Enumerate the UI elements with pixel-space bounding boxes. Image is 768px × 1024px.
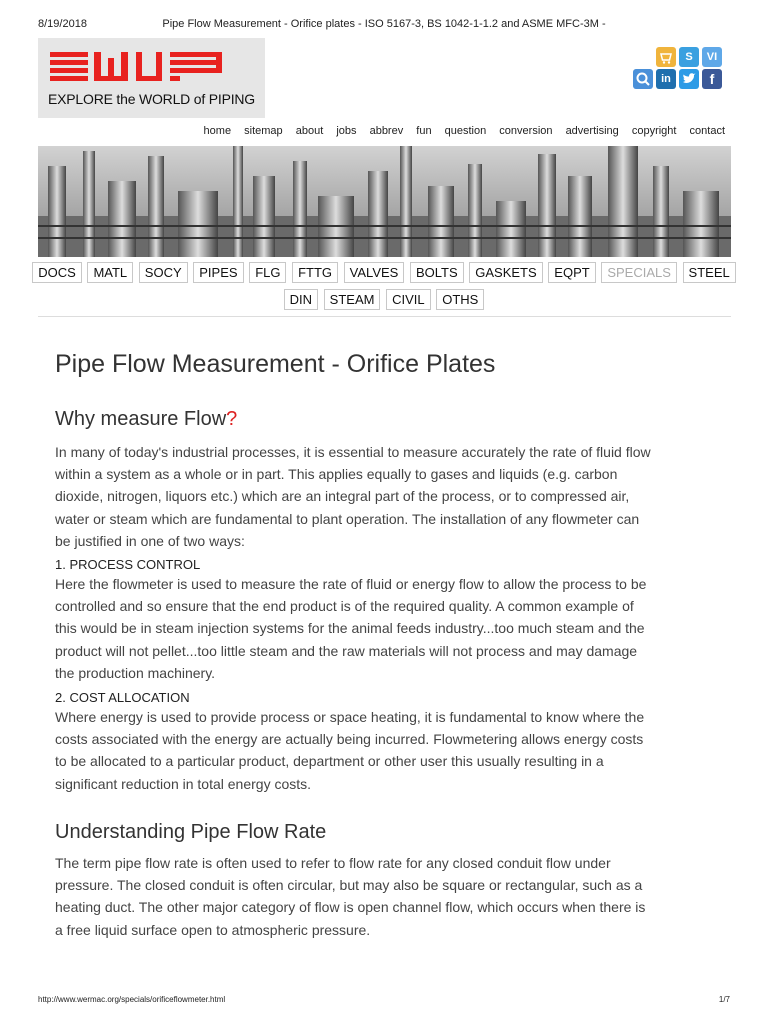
- cat-eqpt[interactable]: EQPT: [548, 262, 595, 283]
- cat-fttg[interactable]: FTTG: [292, 262, 338, 283]
- cost-allocation-paragraph: [55, 706, 715, 795]
- text-line: significant reduction in total energy costs.: [55, 775, 312, 792]
- text-line: product will not pellet...too little steam and the raw materials will not process and may damage: [55, 642, 638, 659]
- nav-advertising[interactable]: advertising: [565, 125, 619, 137]
- why-paragraph: [55, 441, 715, 552]
- text-line: dioxide, nitrogen, liquors etc.) which are an integral part of the process, or to compressed air,: [55, 488, 630, 505]
- print-date: 8/19/2018: [38, 18, 87, 30]
- nav-question[interactable]: question: [444, 125, 487, 137]
- facebook-icon[interactable]: f: [702, 69, 722, 89]
- why-heading-text: Why measure Flow: [55, 408, 227, 430]
- text-line: this would be in steam injection systems for the animal feeds industry...too much steam and the: [55, 620, 645, 637]
- nav-copyright[interactable]: copyright: [631, 125, 677, 137]
- cat-steam[interactable]: STEAM: [324, 289, 381, 310]
- print-title: Pipe Flow Measurement - Orifice plates - ISO 5167-3, BS 1042-1-1.2 and ASME MFC-3M -: [162, 18, 606, 30]
- cost-allocation-heading: 2. COST ALLOCATION: [55, 690, 190, 705]
- text-line: to be allocated to a particular product, department or other user this usually resulting in a: [55, 753, 604, 770]
- category-nav-row1: [0, 262, 768, 283]
- cat-gaskets[interactable]: GASKETS: [469, 262, 542, 283]
- page-title: Pipe Flow Measurement - Orifice Plates: [55, 350, 496, 378]
- text-line: pressure. The closed conduit is often circular, but may also be square or rectangular, such as a: [55, 877, 643, 894]
- text-line: water or steam which are fundamental to plant operation. The installation of any flowmeter can: [55, 510, 640, 527]
- category-nav-row2: [0, 289, 768, 310]
- divider: [38, 316, 731, 317]
- twitter-icon[interactable]: [679, 69, 699, 89]
- cat-steel[interactable]: STEEL: [683, 262, 736, 283]
- why-heading-mark: ?: [226, 408, 238, 430]
- text-line: a free liquid surface open to atmospheric pressure.: [55, 921, 371, 938]
- nav-abbrev[interactable]: abbrev: [369, 125, 404, 137]
- print-footer-page: 1/7: [718, 995, 730, 1004]
- text-line: In many of today's industrial processes, it is essential to measure accurately the rate of fluid flow: [55, 444, 651, 460]
- why-heading: [55, 408, 237, 431]
- print-footer-url: http://www.wermac.org/specials/orificeflowmeter.html: [38, 995, 226, 1004]
- cat-pipes[interactable]: PIPES: [193, 262, 243, 283]
- nav-sitemap[interactable]: sitemap: [244, 125, 283, 137]
- process-control-paragraph: [55, 573, 715, 684]
- nav-jobs[interactable]: jobs: [336, 125, 357, 137]
- nav-conversion[interactable]: conversion: [499, 125, 553, 137]
- cat-docs[interactable]: DOCS: [32, 262, 82, 283]
- text-line: costs associated with the energy are actually being incurred. Flowmetering allows energy costs: [55, 731, 644, 748]
- nav-fun[interactable]: fun: [416, 125, 432, 137]
- text-line: Where energy is used to provide process or space heating, it is fundamental to know where the: [55, 709, 645, 725]
- wermac-logo-mark: [38, 38, 265, 90]
- nav-contact[interactable]: contact: [689, 125, 725, 137]
- skype-icon[interactable]: S: [679, 47, 699, 67]
- nav-home[interactable]: home: [203, 125, 232, 137]
- cat-specials[interactable]: SPECIALS: [601, 262, 677, 283]
- cat-socy[interactable]: SOCY: [139, 262, 188, 283]
- linkedin-icon[interactable]: in: [656, 69, 676, 89]
- understanding-paragraph: [55, 852, 715, 941]
- text-line: Here the flowmeter is used to measure the rate of fluid or energy flow to allow the process to be: [55, 576, 647, 592]
- understanding-heading: Understanding Pipe Flow Rate: [55, 821, 327, 843]
- cat-bolts[interactable]: BOLTS: [410, 262, 464, 283]
- text-line: the production machinery.: [55, 664, 216, 681]
- cat-flg[interactable]: FLG: [249, 262, 286, 283]
- cat-din[interactable]: DIN: [284, 289, 318, 310]
- refinery-banner-image: [38, 146, 731, 257]
- nav-about[interactable]: about: [295, 125, 324, 137]
- process-control-heading: 1. PROCESS CONTROL: [55, 557, 201, 572]
- logo-tagline: EXPLORE the WORLD of PIPING: [48, 91, 255, 107]
- text-line: be justified in one of two ways:: [55, 532, 245, 549]
- cat-matl[interactable]: MATL: [87, 262, 133, 283]
- cat-civil[interactable]: CIVIL: [386, 289, 431, 310]
- cart-icon[interactable]: [656, 47, 676, 67]
- cat-valves[interactable]: VALVES: [344, 262, 405, 283]
- search-icon[interactable]: [633, 69, 653, 89]
- top-navigation: [194, 125, 725, 137]
- vi-icon[interactable]: VI: [702, 47, 722, 67]
- text-line: within a system as a whole or in part. This applies equally to gases and liquids (e.g. carbon: [55, 466, 618, 483]
- text-line: heating duct. The other major category of flow is open channel flow, which occurs when there is: [55, 899, 646, 916]
- cat-oths[interactable]: OTHS: [436, 289, 484, 310]
- text-line: The term pipe flow rate is often used to refer to flow rate for any closed conduit flow under: [55, 855, 611, 871]
- text-line: controlled and so ensure that the end product is of the required quality. A common example of: [55, 598, 634, 615]
